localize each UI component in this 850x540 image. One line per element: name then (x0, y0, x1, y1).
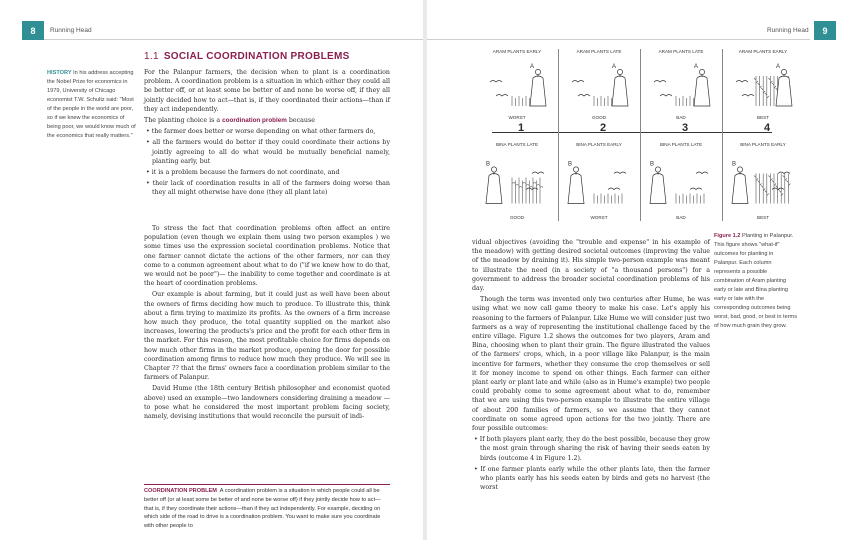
figure-top-outcome: GOOD (591, 115, 607, 120)
figure-letter: A (612, 64, 617, 70)
bullet-text: If both players plant early, they do the best possible, because they grow the most grain through sharing the risk of having their seeds eaten by birds (outcome 4 in Figure 1.2). (479, 436, 711, 462)
paragraph: For the Palanpur farmers, the decision when to plant is a coordination problem. A coordination problem is a situation in which either they could all be better off, or at least some be better of and none be worse off, if they all jointly decided how to act—that is, if they coordinated their actions—than if they act independently. (144, 69, 390, 113)
bullet-text: all the farmers would do better if they could coordinate their actions by jointly agreeing to all do what would be mutually beneficial namely, planting early, but (152, 139, 391, 165)
bullet-text: the farmer does better or worse depending on what other farmers do, (151, 128, 376, 136)
figure-bottom-illustration (728, 151, 798, 211)
figure-letter: B (486, 161, 491, 168)
paragraph: David Hume (the 18th century British philosopher and economist quoted above) used an example—two landowners considering draining a meadow —to pose what he considered the most important problem facing society, namely, devising institutions that would reconcile the pursuit of indi- (144, 385, 390, 421)
figure-bottom-label: BINA PLANTS LATE (495, 142, 539, 147)
figure-top-outcome: BAD (676, 115, 686, 120)
figure-top-label: ARAM PLANTS EARLY (492, 49, 542, 54)
key-term: coordination problem (222, 117, 287, 125)
history-sidenote (47, 69, 137, 141)
figure-bottom-outcome: BEST (757, 215, 769, 220)
figure-bottom-outcome: GOOD (509, 215, 525, 220)
figure-top-label: ARAM PLANTS LATE (576, 49, 622, 54)
paragraph: vidual objectives (avoiding the "trouble and expense" in his example of the meadow) with getting desired societal outcomes (improving the value of the meadow by draining it). His simple two-person example was meant to illustrate the need (in a society of "a thousand persons") for a government to address the broader societal coordination problems of his day. (472, 239, 710, 293)
sidenote-label: HISTORY (47, 70, 72, 76)
paragraph: Though the term was invented only two centuries after Hume, he was using what we now call game theory to make his case. Let's apply his reasoning to the farmers of Palanpur. Like Hume we will consider just two farmers as a way of representing the institutional challenge faced by the entire village. Figure 1.2 shows the outcomes for two players, Aram and Bina, choosing when to plant their grain. The figure illustrated the values of the farmers' crops, which, in a poor village like Palanpur, is the main incentive for farmers, whether they consume the crop themselves or sell it for money income to spend on other things. Each farmer can either plant early or plant late and while (also as in Hume's example) two people could probably come to some agreement about what to do, remember that we are using this two-person example to illustrate the entire village of about 200 families of farmers, so we assume that they cannot coordinate on some agreed upon actions for the two jointly. There are four possible outcomes: (472, 296, 710, 433)
section-number: 1.1 (144, 51, 159, 62)
caption-text: This figure shows "what-if" outcomes for planting in Palanpur. Each column represents a possible combination of Aram planting early or late and Bina planting early or late with the corresponding outcomes being worst, bad, good, or best in terms of how much grain they grow. (714, 242, 798, 329)
figure-top-outcome: BEST (757, 115, 769, 120)
page-number-tab (814, 21, 836, 40)
body-column-bottom (144, 224, 390, 423)
figure-top-label: ARAM PLANTS EARLY (738, 49, 788, 54)
figure-bottom-label: BINA PLANTS LATE (659, 142, 703, 147)
running-head: Running Head (50, 27, 92, 34)
sidenote-text: In his address accepting the Nobel Prize for economics in 1979, University of Chicago economist T.W. Schultz said: "Most of the people in the world are poor, so if we knew the economics of being poor, we would know much of the economics that really matters." (47, 70, 136, 139)
figure-top-illustration (728, 56, 798, 111)
bullet-item: • their lack of coordination results in all of the farmers doing worse than they all might otherwise have done (they all plant late) (146, 180, 390, 197)
paragraph: Our example is about farming, but it could just as well have been about the owners of firms deciding how much to produce. To illustrate this, think about a firm trying to maximize its profits. As the owners of a firm increase how much they produce, the total quantity supplied on the market also increases, lowering the products's price and the profit for each other firm in the market. For this reason, the most profitable choice for firms depends on how much other firms in the market produce, opening the door for possible coordination among firms to reduce how much they produce. We will see in Chapter ?? that the firms' owners face a coordination problem similar to the farmers of Palanpur. (144, 291, 390, 382)
figure-bottom-label: BINA PLANTS EARLY (576, 142, 622, 147)
figure-column-divider (640, 49, 641, 221)
caption-label: Figure 1.2 (714, 233, 741, 239)
bullet-item: • If both players plant early, they do the best possible, because they grow the most grain through sharing the risk of having their seeds eaten by birds (outcome 4 in Figure 1.2). (474, 436, 711, 462)
header-rule (427, 39, 810, 40)
figure-planting (482, 49, 788, 225)
definition-text: A coordination problem is a situation in which people could all be better off (or at least some be better of and none be worse off) if they jointly decide how to act—that is, if they coordinate their actions—than if they act independently. For example, deciding on which side of the road to drive is a coordination problem. You want to make sure you coordinate with other people to (144, 488, 381, 530)
figure-bottom-outcome: BAD (676, 215, 686, 220)
bullet-item: • it is a problem because the farmers do not coordinate, and (146, 169, 340, 177)
definition-label: COORDINATION PROBLEM (144, 488, 217, 494)
figure-letter: A (530, 64, 535, 70)
body-column-top (144, 68, 390, 200)
header-rule (44, 39, 423, 40)
text-span: The planting choice is a (144, 117, 221, 125)
definition-box (144, 487, 390, 531)
page-number: 9 (822, 25, 828, 36)
figure-top-illustration (646, 56, 716, 111)
bullet-text: it is a problem because the farmers do not coordinate, and (151, 169, 340, 177)
bullet-item: • the farmer does better or worse depending on what other farmers do, (146, 128, 376, 136)
right-page (427, 0, 850, 540)
section-title-text: SOCIAL COORDINATION PROBLEMS (163, 51, 350, 62)
bullet-item: • all the farmers would do better if they could coordinate their actions by jointly agreeing to all do what would be mutually beneficial namely, planting early, but (146, 139, 391, 165)
figure-top-outcome: WORST (508, 115, 526, 120)
figure-top-illustration (564, 56, 634, 111)
caption-title: Planting in Palanpur. (742, 233, 794, 239)
paragraph (144, 116, 390, 125)
body-column (472, 238, 710, 494)
figure-bottom-illustration (482, 151, 552, 211)
figure-bottom-illustration (564, 151, 634, 211)
figure-bottom-outcome: WORST (590, 215, 608, 220)
figure-outcome-number: 4 (763, 122, 771, 134)
bullet-item: • If one farmer plants early while the other plants late, then the farmer who plants early has his seeds eaten by birds and gets no harvest (the worst (474, 465, 710, 492)
running-head: Running Head (767, 27, 809, 34)
figure-outcome-number: 3 (681, 122, 689, 134)
figure-letter: B (568, 161, 573, 168)
bullet-text: If one farmer plants early while the other plants late, then the farmer who plants early has his seeds eaten by birds and gets no harvest (the worst (480, 465, 710, 492)
figure-outcome-number: 1 (517, 122, 525, 134)
figure-letter: B (650, 161, 655, 168)
figure-top-illustration (482, 56, 552, 111)
figure-letter: A (694, 64, 699, 70)
figure-outcome-number: 2 (599, 122, 607, 134)
page-number-tab (22, 21, 44, 40)
figure-top-label: ARAM PLANTS LATE (658, 49, 704, 54)
figure-column-divider (722, 49, 723, 221)
page-number: 8 (30, 25, 36, 36)
definition-rule (144, 484, 390, 485)
figure-letter: A (776, 64, 781, 70)
figure-bottom-illustration (646, 151, 716, 211)
left-page (0, 0, 423, 540)
text-span: because (288, 117, 315, 125)
figure-bottom-label: BINA PLANTS EARLY (740, 142, 786, 147)
figure-letter: B (732, 161, 737, 168)
paragraph: To stress the fact that coordination problems often affect an entire population (even though we explain them using two person examples ) we some times use the expression societal coordination problems. Notice that one farmer cannot dictate the actions of the other farmers, nor can they come to a common agreement about what to do ("if we knew how to do that, we would not be poor")— the inability to come together and coordinate is at the heart of coordination problems. (144, 225, 390, 288)
figure-caption (714, 232, 798, 331)
figure-column-divider (558, 49, 559, 221)
bullet-text: their lack of coordination results in all of the farmers doing worse than they all might otherwise have done (they all plant late) (152, 180, 390, 197)
section-title (144, 51, 350, 62)
